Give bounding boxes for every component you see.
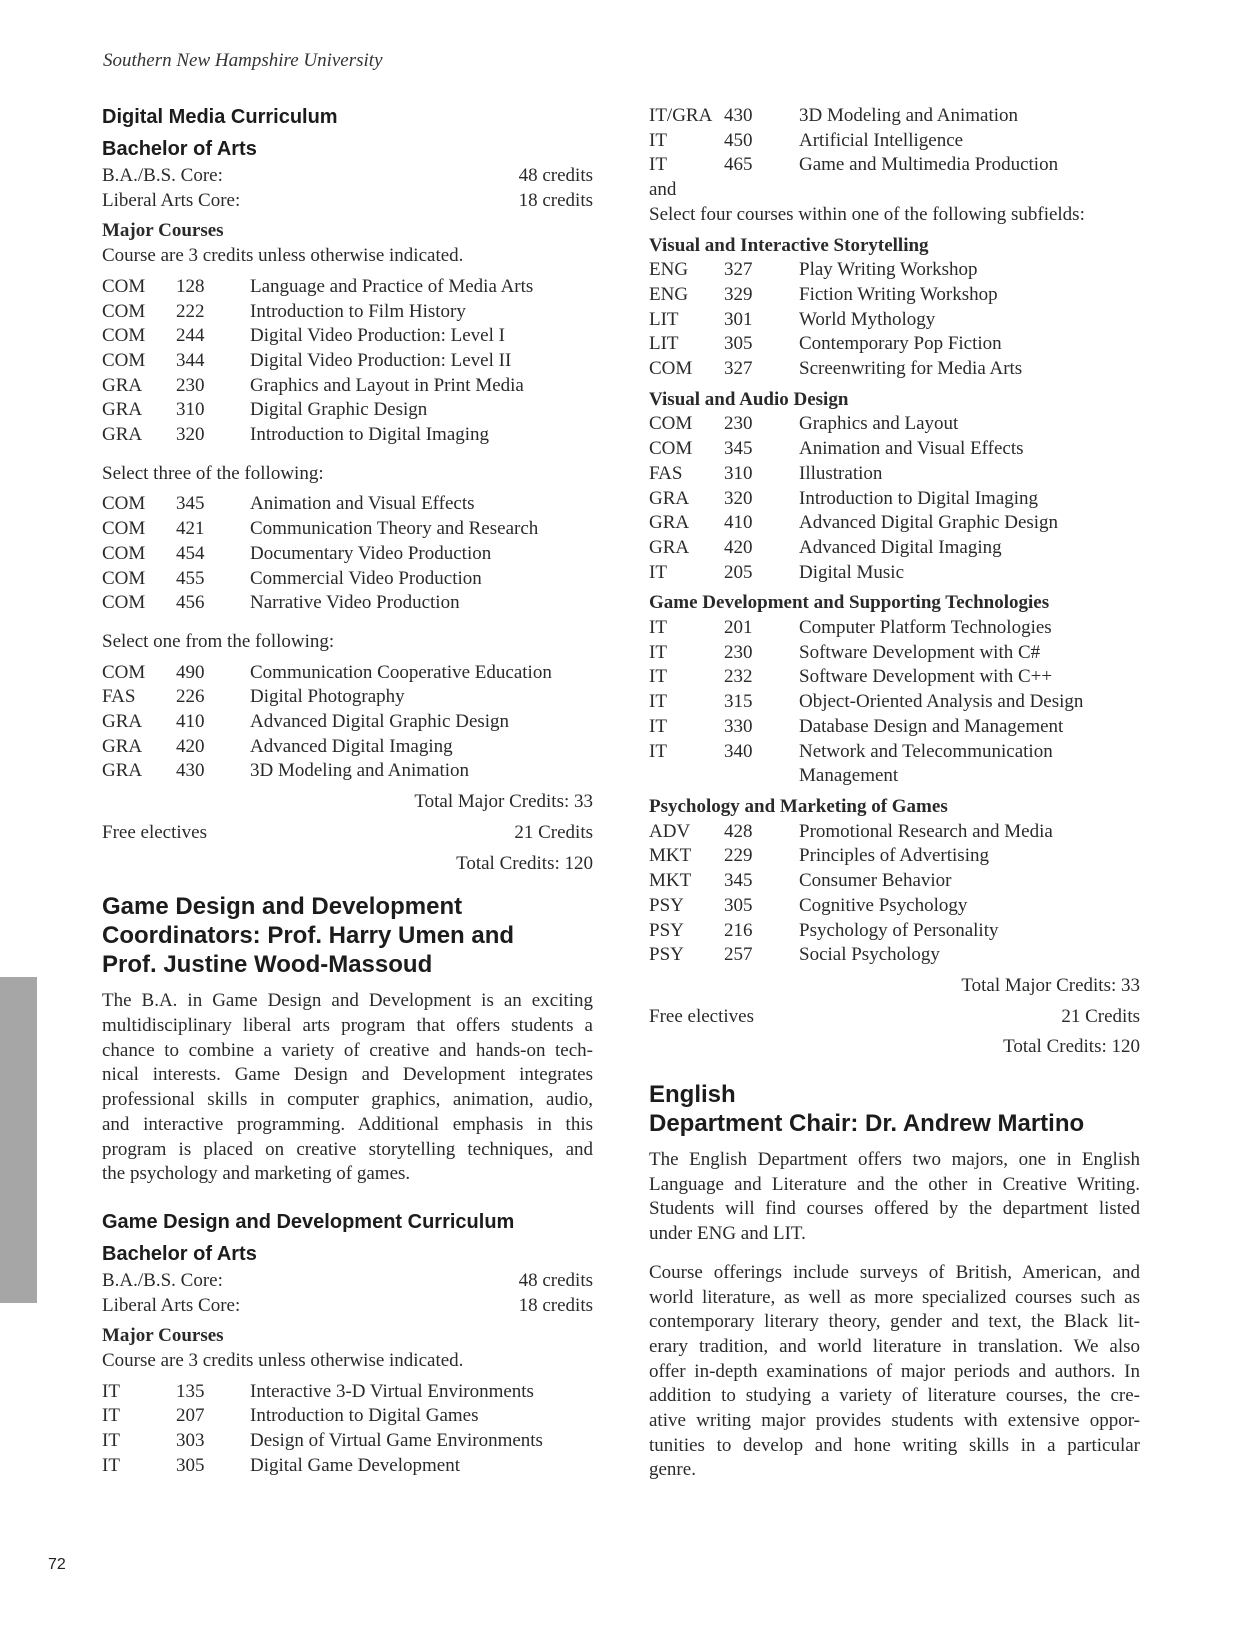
course-row [649,616,1140,641]
paragraph-line: professional skills in computer graphics, animation, audio, [102,1089,593,1111]
course-row [102,661,593,686]
course-row [649,412,1140,437]
course-number: 244 [176,325,205,347]
course-row [649,129,1140,154]
course-number: 345 [724,870,753,892]
course-title: Digital Music [799,561,905,583]
course-dept: IT [649,740,667,762]
and-text: and [649,179,677,201]
paragraph-line: under ENG and LIT. [649,1223,806,1245]
course-number: 305 [724,894,753,916]
course-number: 205 [724,561,753,583]
course-row [102,591,593,616]
heading-line: Game Design and Development [102,893,463,921]
course-number: 345 [724,438,753,460]
paragraph-line: multidisciplinary liberal arts program that offers students a [102,1014,593,1036]
paragraph-line: erary tradition, and world literature in translation. We also [649,1335,1140,1357]
course-dept: GRA [102,399,143,421]
course-dept: COM [102,325,146,347]
course-dept: GRA [102,374,143,396]
course-number: 340 [724,740,753,762]
course-number: 229 [724,845,753,867]
credit-label: B.A./B.S. Core: [102,165,223,186]
course-title: Fiction Writing Workshop [799,283,998,305]
paragraph-line: genre. [649,1459,696,1481]
course-dept: COM [102,275,146,297]
course-title: Database Design and Management [799,715,1064,737]
course-number: 345 [176,493,205,515]
course-row [649,511,1140,536]
course-row [649,919,1140,944]
subfield-course-list [649,616,1140,789]
course-number: 303 [176,1430,205,1452]
free-electives-label: Free electives [102,821,207,843]
course-row [649,283,1140,308]
course-dept: GRA [102,760,143,782]
course-row [649,690,1140,715]
course-number [724,764,799,789]
paragraph-line: the psychology and marketing of games. [102,1163,411,1185]
course-dept: COM [102,661,146,683]
subfield-block [649,591,1140,789]
course-dept: IT [649,666,667,688]
gd-major-note: Course are 3 credits unless otherwise indicated. [102,1350,464,1372]
course-number: 230 [724,413,753,435]
course-title: Narrative Video Production [250,592,460,614]
course-dept: IT [649,154,667,176]
course-title: Software Development with C++ [799,666,1053,688]
course-title: Introduction to Digital Games [250,1405,479,1427]
course-title: Interactive 3-D Virtual Environments [250,1380,534,1402]
paragraph-line: offer in-depth examinations of major periods and authors. In [649,1360,1140,1382]
course-title: Play Writing Workshop [799,259,978,281]
course-dept: LIT [649,333,679,355]
course-number: 230 [176,374,205,396]
course-number: 257 [724,944,753,966]
gd-curriculum-heading: Game Design and Development Curriculum [102,1210,515,1233]
course-dept: IT [649,561,667,583]
course-title: World Mythology [799,308,936,330]
paragraph-line: and interactive programming. Additional emphasis in this [102,1113,593,1135]
course-row [102,1454,593,1479]
course-row [649,462,1140,487]
gd-section-heading [102,892,593,979]
subfield-course-list [649,820,1140,968]
dm-major-note: Course are 3 credits unless otherwise indicated. [102,245,464,267]
paragraph-line: nical interests. Game Design and Development integrates [102,1064,593,1086]
course-row [649,844,1140,869]
course-title: Promotional Research and Media [799,820,1053,842]
english-paragraph-2 [649,1261,1140,1483]
course-number: 410 [724,512,753,534]
course-row [102,685,593,710]
course-number: 305 [724,333,753,355]
course-dept: GRA [649,536,690,558]
credit-row [102,1294,593,1319]
course-dept: COM [102,518,146,540]
course-row [649,894,1140,919]
course-title: Animation and Visual Effects [799,438,1024,460]
course-row [649,308,1140,333]
course-number: 305 [176,1454,205,1476]
left-column [102,104,593,1479]
paragraph-line: tunities to develop and hone writing skills in a particular [649,1434,1140,1456]
course-title: Advanced Digital Imaging [250,735,453,757]
course-dept: COM [102,592,146,614]
subfield-block [649,388,1140,586]
subfield-course-list [649,412,1140,585]
course-number: 344 [176,349,205,371]
course-title: Introduction to Film History [250,300,466,322]
dm-total-major-credits: Total Major Credits: 33 [414,791,593,813]
course-number: 428 [724,820,753,842]
english-section-heading [649,1080,1140,1138]
course-row [649,332,1140,357]
paragraph-line: The B.A. in Game Design and Development is an exciting [102,990,593,1012]
dm-select-one: Select one from the following: [102,630,335,652]
course-row [102,349,593,374]
course-title: Digital Video Production: Level II [250,349,512,371]
course-dept: IT [649,617,667,639]
course-title: Design of Virtual Game Environments [250,1430,543,1452]
course-dept: GRA [102,711,143,733]
course-dept: COM [102,542,146,564]
credit-value: 18 credits [518,189,593,211]
course-dept: IT [102,1380,120,1402]
credit-row [102,1269,593,1294]
gd-free-electives [649,1005,1140,1030]
dm-select-three: Select three of the following: [102,462,324,484]
course-number: 310 [724,462,753,484]
course-number: 490 [176,661,205,683]
course-title: Documentary Video Production [250,542,492,564]
course-dept: ENG [649,283,689,305]
course-dept: PSY [649,919,684,941]
course-title: Language and Practice of Media Arts [250,275,534,297]
course-dept: MKT [649,845,692,867]
course-title: Digital Game Development [250,1454,460,1476]
course-row [649,665,1140,690]
course-title: Commercial Video Production [250,567,482,589]
heading-line: Prof. Justine Wood-Massoud [102,951,433,979]
course-dept [649,764,724,789]
free-electives-value: 21 Credits [1061,1005,1140,1027]
course-title: Advanced Digital Graphic Design [799,512,1059,534]
course-row [102,492,593,517]
course-number: 320 [724,487,753,509]
course-row [649,536,1140,561]
course-dept: IT [649,715,667,737]
paragraph-line: world literature, as well as more specialized courses such as [649,1286,1140,1308]
course-number: 329 [724,283,753,305]
paragraph-line: contemporary literary theory, gender and text, the Black lit- [649,1311,1140,1333]
credit-row [102,189,593,214]
paragraph-line: ative writing major provides students with extensive oppor- [649,1410,1140,1432]
course-number: 456 [176,592,205,614]
course-number: 454 [176,542,205,564]
course-title: Graphics and Layout [799,413,959,435]
credit-value: 48 credits [518,1269,593,1291]
course-title: Management [799,765,899,787]
course-row [102,1380,593,1405]
course-title: Software Development with C# [799,641,1041,663]
course-title: Advanced Digital Graphic Design [250,711,510,733]
course-row [102,710,593,735]
course-row [649,561,1140,586]
paragraph-line: Course offerings include surveys of British, American, and [649,1261,1140,1283]
course-dept: ADV [649,820,691,842]
course-dept: COM [649,358,693,380]
dm-major-course-list [102,275,593,448]
credit-label: B.A./B.S. Core: [102,1269,223,1291]
course-row [649,740,1140,765]
course-number: 207 [176,1405,205,1427]
credit-row [102,164,593,189]
gd-degree-heading: Bachelor of Arts [102,1242,257,1265]
course-dept: FAS [102,686,136,708]
course-title: Illustration [799,462,883,484]
course-title: Communication Cooperative Education [250,661,552,683]
course-dept: GRA [649,487,690,509]
course-title: Game and Multimedia Production [799,154,1059,176]
gd-major-course-list [102,1380,593,1479]
course-row [102,300,593,325]
gd-total-major-credits: Total Major Credits: 33 [961,974,1140,996]
heading-line: Coordinators: Prof. Harry Umen and [102,922,515,950]
course-row [102,567,593,592]
running-head: Southern New Hampshire University [103,50,383,71]
course-number: 222 [176,300,205,322]
course-dept: ENG [649,259,689,281]
course-number: 320 [176,424,205,446]
course-row [649,437,1140,462]
course-title: Cognitive Psychology [799,894,968,916]
course-number: 315 [724,691,753,713]
course-row [649,357,1140,382]
dm-core-credits [102,164,593,213]
course-number: 410 [176,711,205,733]
subfield-block [649,795,1140,968]
course-number: 230 [724,641,753,663]
course-title: Social Psychology [799,944,940,966]
course-number: 327 [724,259,753,281]
course-dept: IT [102,1454,120,1476]
gd-intro-paragraph [102,989,593,1187]
course-row [102,423,593,448]
course-row [649,258,1140,283]
paragraph-line: addition to studying a variety of literature courses, the cre- [649,1385,1140,1407]
course-row [102,542,593,567]
course-dept: COM [102,567,146,589]
course-title: Communication Theory and Research [250,518,539,540]
side-tab-marker [0,977,37,1303]
course-dept: LIT [649,308,679,330]
dm-total-credits: Total Credits: 120 [456,852,593,874]
course-row [649,715,1140,740]
course-row [102,517,593,542]
course-row [649,487,1140,512]
course-title: Consumer Behavior [799,870,952,892]
course-number: 327 [724,358,753,380]
course-number: 330 [724,715,753,737]
credit-label: Liberal Arts Core: [102,1294,241,1316]
course-title: Graphics and Layout in Print Media [250,374,524,396]
course-number: 226 [176,686,205,708]
course-title: 3D Modeling and Animation [250,760,470,782]
gd-total-credits: Total Credits: 120 [1003,1036,1140,1058]
course-row [649,641,1140,666]
course-title: Psychology of Personality [799,919,999,941]
course-title: Digital Graphic Design [250,399,428,421]
paragraph-line: Students will find courses offered by the department listed [649,1198,1140,1220]
course-title: Digital Photography [250,686,405,708]
heading-line: English [649,1081,736,1109]
course-dept: COM [102,493,146,515]
course-number: 128 [176,275,205,297]
credit-value: 18 credits [518,1294,593,1316]
right-column [649,104,1140,1483]
gd-core-credits [102,1269,593,1318]
gd-continued-course-list [649,104,1140,178]
course-dept: MKT [649,870,692,892]
dm-one-course-list [102,661,593,785]
course-row [102,374,593,399]
course-dept: COM [102,300,146,322]
course-row [102,1429,593,1454]
subfield-heading: Visual and Interactive Storytelling [649,234,929,256]
course-title: Computer Platform Technologies [799,617,1052,639]
course-row [649,869,1140,894]
course-dept: GRA [649,512,690,534]
course-title: Digital Video Production: Level I [250,325,505,347]
course-dept: IT/GRA [649,105,713,126]
subfield-block [649,234,1140,382]
dm-free-electives [102,821,593,846]
course-dept: GRA [102,735,143,757]
course-number: 201 [724,617,753,639]
course-dept: PSY [649,944,684,966]
course-title: Advanced Digital Imaging [799,536,1002,558]
dm-curriculum-heading: Digital Media Curriculum [102,106,338,128]
course-row [649,764,1140,789]
dm-major-heading: Major Courses [102,220,224,242]
course-number: 465 [724,154,753,176]
dm-degree-heading: Bachelor of Arts [102,138,257,160]
paragraph-line: chance to combine a variety of creative and hands-on tech- [102,1039,593,1061]
course-title: Network and Telecommunication [799,740,1053,762]
course-row [102,324,593,349]
course-title: Object-Oriented Analysis and Design [799,691,1084,713]
course-dept: COM [649,413,693,435]
paragraph-line: program is placed on creative storytelling techniques, and [102,1138,593,1160]
course-dept: GRA [102,424,143,446]
course-dept: IT [649,641,667,663]
free-electives-label: Free electives [649,1005,754,1027]
course-number: 216 [724,919,753,941]
course-dept: IT [102,1430,120,1452]
course-title: Contemporary Pop Fiction [799,333,1002,355]
english-paragraph-1 [649,1148,1140,1247]
course-number: 430 [724,105,753,126]
subfield-course-list [649,258,1140,382]
course-number: 232 [724,666,753,688]
course-number: 420 [176,735,205,757]
course-title: Animation and Visual Effects [250,493,475,515]
subfield-heading: Game Development and Supporting Technologies [649,592,1050,614]
course-dept: PSY [649,894,684,916]
free-electives-value: 21 Credits [514,821,593,843]
heading-line: Department Chair: Dr. Andrew Martino [649,1110,1085,1138]
course-row [649,153,1140,178]
dm-three-course-list [102,492,593,616]
course-row [649,104,1140,129]
course-number: 421 [176,518,205,540]
credit-label: Liberal Arts Core: [102,189,241,211]
course-row [102,735,593,760]
subfield-heading: Psychology and Marketing of Games [649,795,948,817]
course-number: 301 [724,308,753,330]
course-row [102,398,593,423]
course-dept: COM [649,438,693,460]
page-number: 72 [48,1556,66,1573]
subfield-heading: Visual and Audio Design [649,388,849,410]
course-dept: IT [649,691,667,713]
credit-value: 48 credits [518,165,593,186]
course-dept: IT [649,129,667,151]
course-number: 310 [176,399,205,421]
course-dept: FAS [649,462,683,484]
course-row [102,759,593,784]
course-title: Introduction to Digital Imaging [250,424,490,446]
course-title: 3D Modeling and Animation [799,105,1019,126]
course-row [102,1404,593,1429]
course-row [649,943,1140,968]
course-row [649,820,1140,845]
paragraph-line: The English Department offers two majors, one in English [649,1149,1140,1171]
subfields-instruction: Select four courses within one of the following subfields: [649,203,1085,225]
course-dept: IT [102,1405,120,1427]
course-row [102,275,593,300]
course-number: 455 [176,567,205,589]
course-number: 420 [724,536,753,558]
paragraph-line: Language and Literature and the other in Creative Writing. [649,1173,1140,1195]
gd-major-heading: Major Courses [102,1325,224,1347]
course-number: 430 [176,760,205,782]
course-number: 135 [176,1380,205,1402]
course-title: Principles of Advertising [799,845,989,867]
course-title: Screenwriting for Media Arts [799,358,1023,380]
course-number: 450 [724,129,753,151]
course-dept: COM [102,349,146,371]
course-title: Artificial Intelligence [799,129,964,151]
course-title: Introduction to Digital Imaging [799,487,1039,509]
